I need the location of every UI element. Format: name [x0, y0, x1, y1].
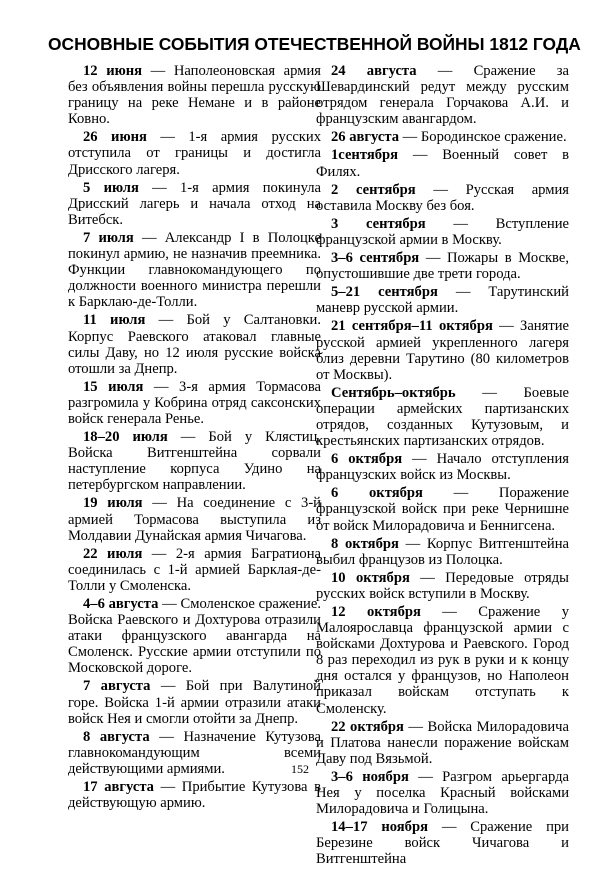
event-entry [68, 546, 321, 594]
event-text: — 1-я армия русских отступила от границы и достигла Дрисского лагеря. [68, 129, 322, 178]
event-entry [68, 230, 321, 310]
event-date: 10 октября [331, 569, 410, 586]
event-text: — Занятие русской армией укрепленного лагеря близ деревни Тарутино (80 километров от Москвы). [316, 318, 569, 383]
event-text: — Поражение французской войск при реке Чернишне от войск Милорадовича и Беннигсена. [316, 485, 569, 534]
event-date: 3–6 ноября [331, 768, 409, 785]
right-column [316, 63, 569, 870]
event-entry [68, 596, 321, 676]
event-text: — Пожары в Москве, опустошившие две трети города. [316, 250, 569, 283]
event-entry [316, 385, 569, 449]
event-date: 12 июня [83, 63, 143, 79]
event-text: — 3-я армия Тормасова разгромила у Кобрина отряд саксонских войск генерала Ренье. [68, 378, 322, 427]
event-date: 21 сентября–11 октября [331, 318, 493, 335]
event-text: — Разгром арьергарда Нея у поселка Красный войсками Милорадовича и Голицына. [316, 768, 570, 818]
event-date: 7 июля [83, 229, 134, 246]
event-text: — Бой при Валутиной горе. Войска 1-й армии отразили атаки войск Нея и смогли отойти за Днепр. [68, 678, 321, 727]
event-date: 5 июля [83, 179, 139, 196]
event-date: 18–20 июля [83, 429, 168, 446]
event-entry [68, 312, 321, 376]
event-date: 5–21 сентября [331, 284, 438, 301]
page-number: 152 [291, 762, 309, 776]
event-date: 12 октября [331, 604, 421, 620]
event-text: — Вступление французской армии в Москву. [316, 215, 569, 248]
event-entry [316, 129, 569, 145]
event-text: — Боевые операции армейских партизанских отрядов, созданных Кутузовым, и крестьянских партизанских отрядов. [316, 384, 569, 450]
event-entry [68, 63, 321, 127]
event-date: 15 июля [83, 378, 144, 395]
event-entry [68, 779, 321, 811]
event-date: Сентябрь–октябрь [331, 384, 456, 401]
event-entry [316, 318, 569, 382]
event-date: 8 августа [83, 728, 150, 745]
event-text: — 1-я армия покинула Дрисский лагерь и начала отход на Витебск. [68, 179, 321, 228]
event-date: 8 октября [331, 535, 399, 552]
event-text: — Бой у Клястиц. Войска Витгенштейна сорвали наступление корпуса Удино на петербургском направлении. [68, 429, 321, 494]
event-text: — Бородинское сражение. [399, 129, 567, 146]
event-date: 4–6 августа [83, 596, 159, 612]
event-date: 6 октября [331, 485, 423, 502]
event-entry [316, 719, 569, 767]
event-date: 17 августа [83, 779, 154, 796]
event-text: — Тарутинский маневр русской армии. [316, 284, 569, 317]
event-entry [316, 284, 569, 316]
event-entry [316, 182, 569, 214]
page-title: ОСНОВНЫЕ СОБЫТИЯ ОТЕЧЕСТВЕННОЙ ВОЙНЫ 1812 ГОДА [48, 34, 581, 54]
event-text: — Войска Милорадовича и Платова нанесли поражение войскам Даву под Вязьмой. [316, 718, 569, 767]
event-entry [68, 495, 321, 543]
event-text: — Русская армия оставила Москву без боя. [316, 181, 569, 214]
event-date: 3 сентября [331, 215, 426, 232]
event-text: — Назначение Кутузова главнокомандующим всеми действующими армиями. [68, 728, 321, 777]
event-date: 11 июля [83, 312, 146, 329]
event-date: 1сентября [331, 147, 399, 164]
event-text: — Сражение за Шевардинский редут между русским отрядом генерала Горчакова А.И. и французским авангардом. [316, 63, 569, 128]
event-text: — На соединение с 3-й армией Тормасова выступила из Молдавии Дунайская армия Чичагова. [68, 495, 321, 544]
event-text: — Бой у Салтановки. Корпус Раевского атаковал главные силы Даву, но 12 июля русские войска отошли за Днепр. [68, 312, 321, 377]
event-entry [316, 536, 569, 568]
event-text: — Сражение при Березине войск Чичагова и Витгенштейна [316, 819, 569, 868]
event-date: 3–6 сентября [331, 250, 420, 267]
event-entry [316, 570, 569, 602]
event-entry [316, 250, 569, 282]
event-date: 26 июня [83, 129, 147, 146]
event-entry [316, 63, 569, 127]
event-entry [68, 429, 321, 493]
event-date: 2 сентября [331, 181, 416, 198]
event-text: — 2-я армия Багратиона соединилась с 1-й армией Барклая-де-Толли у Смоленска. [68, 545, 321, 594]
event-date: 22 июля [83, 545, 143, 562]
event-date: 6 октября [331, 451, 403, 468]
event-text: — Александр I в Полоцке покинул армию, не назначив преемника. Функции главнокомандующего по должности военного министра перешли к Барклаю-де-Толли. [68, 229, 322, 311]
event-entry [316, 819, 569, 867]
event-entry [316, 485, 569, 533]
event-text: — Сражение у Малоярославца французской армии с войсками Дохтурова и Раевского. Город 8 раз переходил из рук в руки и к концу дня остался у французов, но Наполеон приказал войскам отступать к Смоленску. [316, 604, 569, 717]
event-text: — Корпус Витгенштейна выбил французов из Полоцка. [316, 535, 569, 568]
event-entry [68, 129, 321, 177]
left-column [68, 63, 321, 813]
event-entry [68, 180, 321, 228]
event-entry [68, 379, 321, 427]
event-date: 7 августа [83, 678, 151, 695]
event-text: — Передовые отряды русских войск вступили в Москву. [316, 569, 569, 602]
event-text: — Военный совет в Филях. [316, 147, 569, 180]
event-date: 22 октября [331, 718, 404, 735]
event-entry [316, 604, 569, 717]
event-text: — Наполеоновская армия без объявления войны перешла русскую границу на реке Немане и в районе Ковно. [68, 63, 321, 128]
event-date: 24 августа [331, 63, 417, 79]
event-entry [316, 216, 569, 248]
event-entry [316, 451, 569, 483]
event-date: 26 августа [331, 129, 400, 146]
event-text: — Начало отступления французских войск из Москвы. [316, 451, 569, 484]
event-date: 19 июля [83, 495, 143, 512]
event-text: — Прибытие Кутузова в действующую армию. [68, 779, 321, 812]
event-text: — Смоленское сражение. Войска Раевского и Дохтурова отразили атаки французского авангарда на Смоленск. Русские армии отступили по Московской дороге. [68, 596, 321, 677]
event-entry [68, 678, 321, 726]
event-entry [316, 147, 569, 179]
event-date: 14–17 ноября [331, 819, 428, 836]
